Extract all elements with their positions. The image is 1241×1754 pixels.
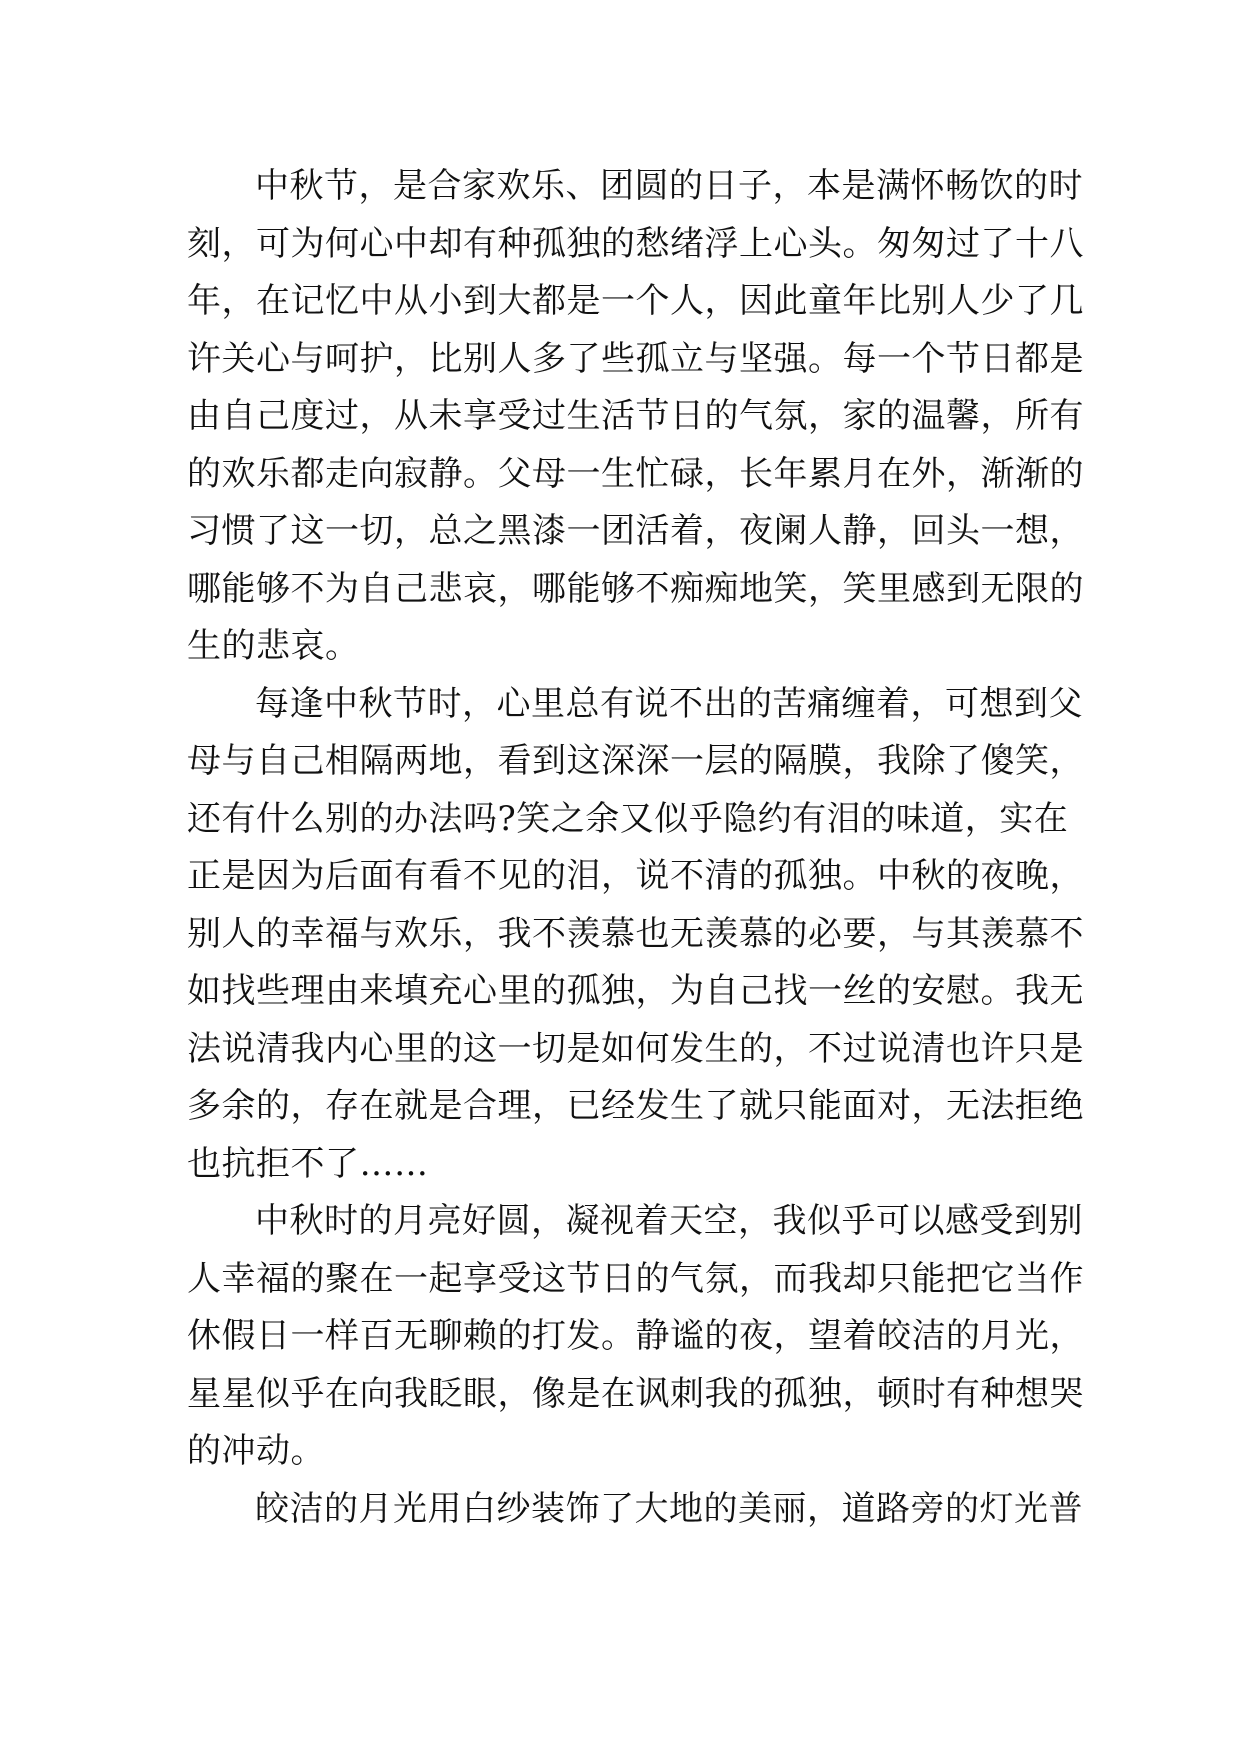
paragraph-line: 的欢乐都走向寂静。父母一生忙碌，长年累月在外，渐渐的 xyxy=(187,453,1084,494)
paragraph-line: 正是因为后面有看不见的泪，说不清的孤独。中秋的夜晚， xyxy=(187,856,1084,896)
paragraph-line: 还有什么别的办法吗?笑之余又似乎隐约有泪的味道，实在 xyxy=(187,798,1069,839)
paragraph-line: 皎洁的月光用白纱装饰了大地的美丽，道路旁的灯光普 xyxy=(255,1488,1083,1529)
paragraph-line: 许关心与呵护，比别人多了些孤立与坚强。每一个节日都是 xyxy=(187,338,1084,379)
paragraph-line: 年，在记忆中从小到大都是一个人，因此童年比别人少了几 xyxy=(187,281,1084,321)
paragraph-line: 法说清我内心里的这一切是如何发生的，不过说清也许只是 xyxy=(187,1028,1084,1069)
paragraph-line: 中秋时的月亮好圆，凝视着天空，我似乎可以感受到别 xyxy=(255,1201,1083,1241)
paragraph-3 xyxy=(187,1193,1084,1481)
paragraph-line: 习惯了这一切，总之黑漆一团活着，夜阑人静，回头一想， xyxy=(187,511,1084,551)
paragraph-line: 生的悲哀。 xyxy=(187,626,360,666)
paragraph-line: 母与自己相隔两地，看到这深深一层的隔膜，我除了傻笑， xyxy=(187,741,1084,781)
paragraph-line: 休假日一样百无聊赖的打发。静谧的夜，望着皎洁的月光， xyxy=(187,1316,1084,1356)
paragraph-line: 由自己度过，从未享受过生活节日的气氛，家的温馨，所有 xyxy=(187,396,1084,436)
paragraph-line: 的冲动。 xyxy=(187,1431,325,1471)
paragraph-line: 哪能够不为自己悲哀，哪能够不痴痴地笑，笑里感到无限的 xyxy=(187,568,1084,609)
paragraph-line: 多余的，存在就是合理，已经发生了就只能面对，无法拒绝 xyxy=(187,1086,1084,1126)
paragraph-line: 别人的幸福与欢乐，我不羡慕也无羡慕的必要，与其羡慕不 xyxy=(187,913,1084,954)
paragraph-line: 星星似乎在向我眨眼，像是在讽刺我的孤独，顿时有种想哭 xyxy=(187,1373,1084,1414)
paragraph-line: 也抗拒不了…… xyxy=(187,1143,429,1184)
paragraph-line: 中秋节，是合家欢乐、团圆的日子，本是满怀畅饮的时 xyxy=(255,166,1083,206)
paragraph-line: 每逢中秋节时，心里总有说不出的苦痛缠着，可想到父 xyxy=(255,683,1083,724)
paragraph-line: 刻，可为何心中却有种孤独的愁绪浮上心头。匆匆过了十八 xyxy=(187,223,1084,264)
paragraph-line: 如找些理由来填充心里的孤独，为自己找一丝的安慰。我无 xyxy=(187,971,1084,1011)
document-body xyxy=(187,158,1084,1538)
paragraph-line: 人幸福的聚在一起享受这节日的气氛，而我却只能把它当作 xyxy=(187,1258,1084,1299)
paragraph-4 xyxy=(187,1481,1083,1539)
paragraph-1 xyxy=(187,158,1084,676)
paragraph-2 xyxy=(187,676,1084,1194)
